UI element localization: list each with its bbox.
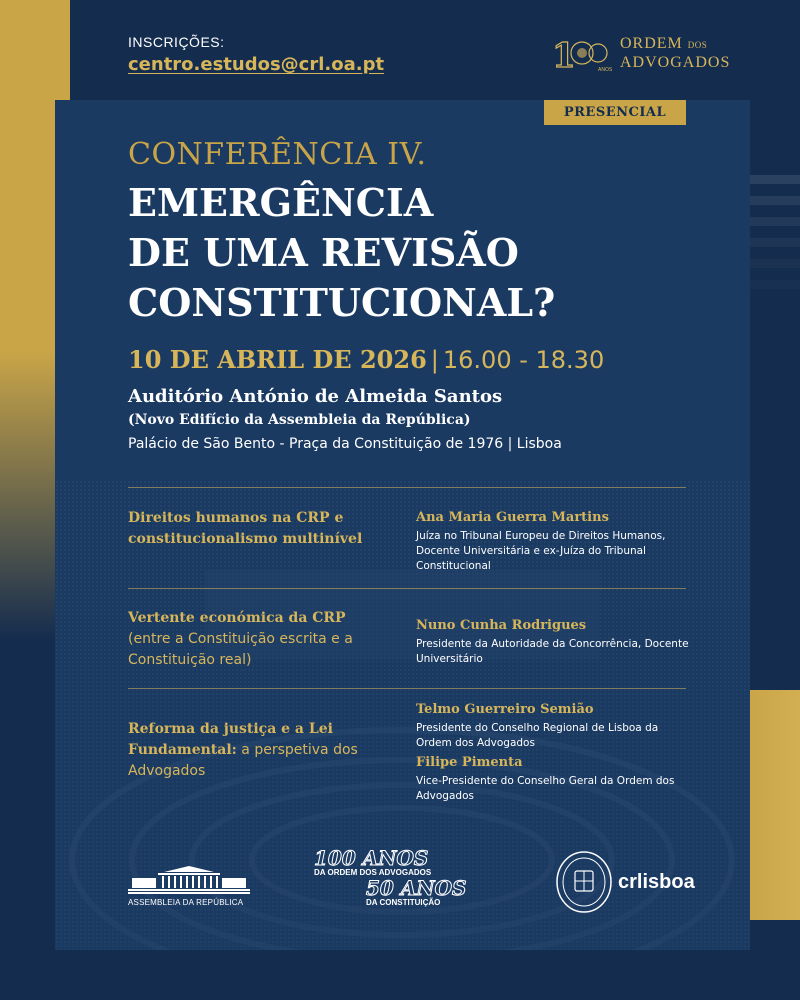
speaker-role: Presidente da Autoridade da Concorrência, Docente Universitário	[416, 638, 689, 665]
speaker	[416, 509, 691, 574]
anos50-sub: DA CONSTITUIÇÃO	[366, 898, 441, 907]
title-line: EMERGÊNCIA	[128, 180, 434, 225]
crlisboa-logo: crlisboa	[618, 871, 695, 893]
speaker	[416, 701, 691, 751]
anos50: 50 ANOS	[366, 876, 467, 900]
anniversary-logo	[314, 848, 494, 908]
speaker-role: Presidente do Conselho Regional de Lisboa da Ordem dos Advogados	[416, 722, 659, 749]
speaker	[416, 754, 691, 804]
ordem-advogados-logo	[552, 33, 730, 73]
venue-name: Auditório António de Almeida Santos	[128, 386, 503, 407]
divider	[128, 688, 686, 689]
session-topic: Direitos humanos na CRP e constitucionalismo multinível	[128, 510, 363, 547]
svg-text:1: 1	[552, 36, 576, 73]
centenary-seal-icon	[552, 33, 612, 73]
event-title	[128, 178, 555, 328]
presencial-badge: PRESENCIAL	[544, 100, 686, 125]
divider	[128, 487, 686, 488]
venue-address: Palácio de São Bento - Praça da Constituição de 1976 | Lisboa	[128, 436, 562, 452]
divider	[128, 588, 686, 589]
title-line: CONSTITUCIONAL?	[128, 280, 556, 325]
assembleia-label: ASSEMBLEIA DA REPÚBLICA	[128, 898, 244, 907]
registration-block	[128, 32, 384, 75]
conference-number: CONFERÊNCIA IV.	[128, 137, 427, 172]
title-line: DE UMA REVISÃO	[128, 230, 519, 275]
logo-ordem: ORDEM	[620, 35, 683, 52]
session-topic: Reforma da justiça e a Lei Fundamental: a perspetiva dos Advogados	[128, 721, 358, 779]
speaker-name: Filipe Pimenta	[416, 755, 523, 770]
gold-accent-right	[748, 690, 800, 920]
speaker-role: Vice-Presidente do Conselho Geral da Ordem dos Advogados	[416, 775, 675, 802]
event-date: 10 DE ABRIL DE 2026	[128, 345, 427, 374]
conselho-regional-seal-icon	[556, 851, 612, 913]
session-topic: Vertente económica da CRP (entre a Constituição escrita e a Constituição real)	[128, 610, 353, 668]
speaker-name: Telmo Guerreiro Semião	[416, 702, 594, 717]
svg-text:ANOS: ANOS	[598, 67, 612, 73]
speaker-role: Juíza no Tribunal Europeu de Direitos Humanos, Docente Universitária e ex-Juíza do Tribunal Constitucional	[416, 530, 666, 572]
registration-label: INSCRIÇÕES:	[128, 34, 225, 50]
speaker-name: Nuno Cunha Rodrigues	[416, 618, 587, 633]
logo-advogados: ADVOGADOS	[620, 54, 731, 71]
speaker	[416, 617, 691, 667]
parliament-building-icon	[128, 866, 250, 894]
assembleia-logo	[128, 866, 250, 907]
event-date-time	[128, 345, 604, 374]
event-time: 16.00 - 18.30	[442, 346, 605, 374]
anos100-sub: DA ORDEM DOS ADVOGADOS	[314, 868, 432, 877]
anos100: 100 ANOS	[314, 846, 429, 870]
registration-email-link[interactable]: centro.estudos@crl.oa.pt	[128, 54, 385, 75]
date-separator: |	[430, 346, 439, 374]
speaker-name: Ana Maria Guerra Martins	[416, 510, 609, 525]
logo-dos: DOS	[687, 40, 708, 50]
venue-note: (Novo Edifício da Assembleia da República)	[128, 412, 471, 428]
